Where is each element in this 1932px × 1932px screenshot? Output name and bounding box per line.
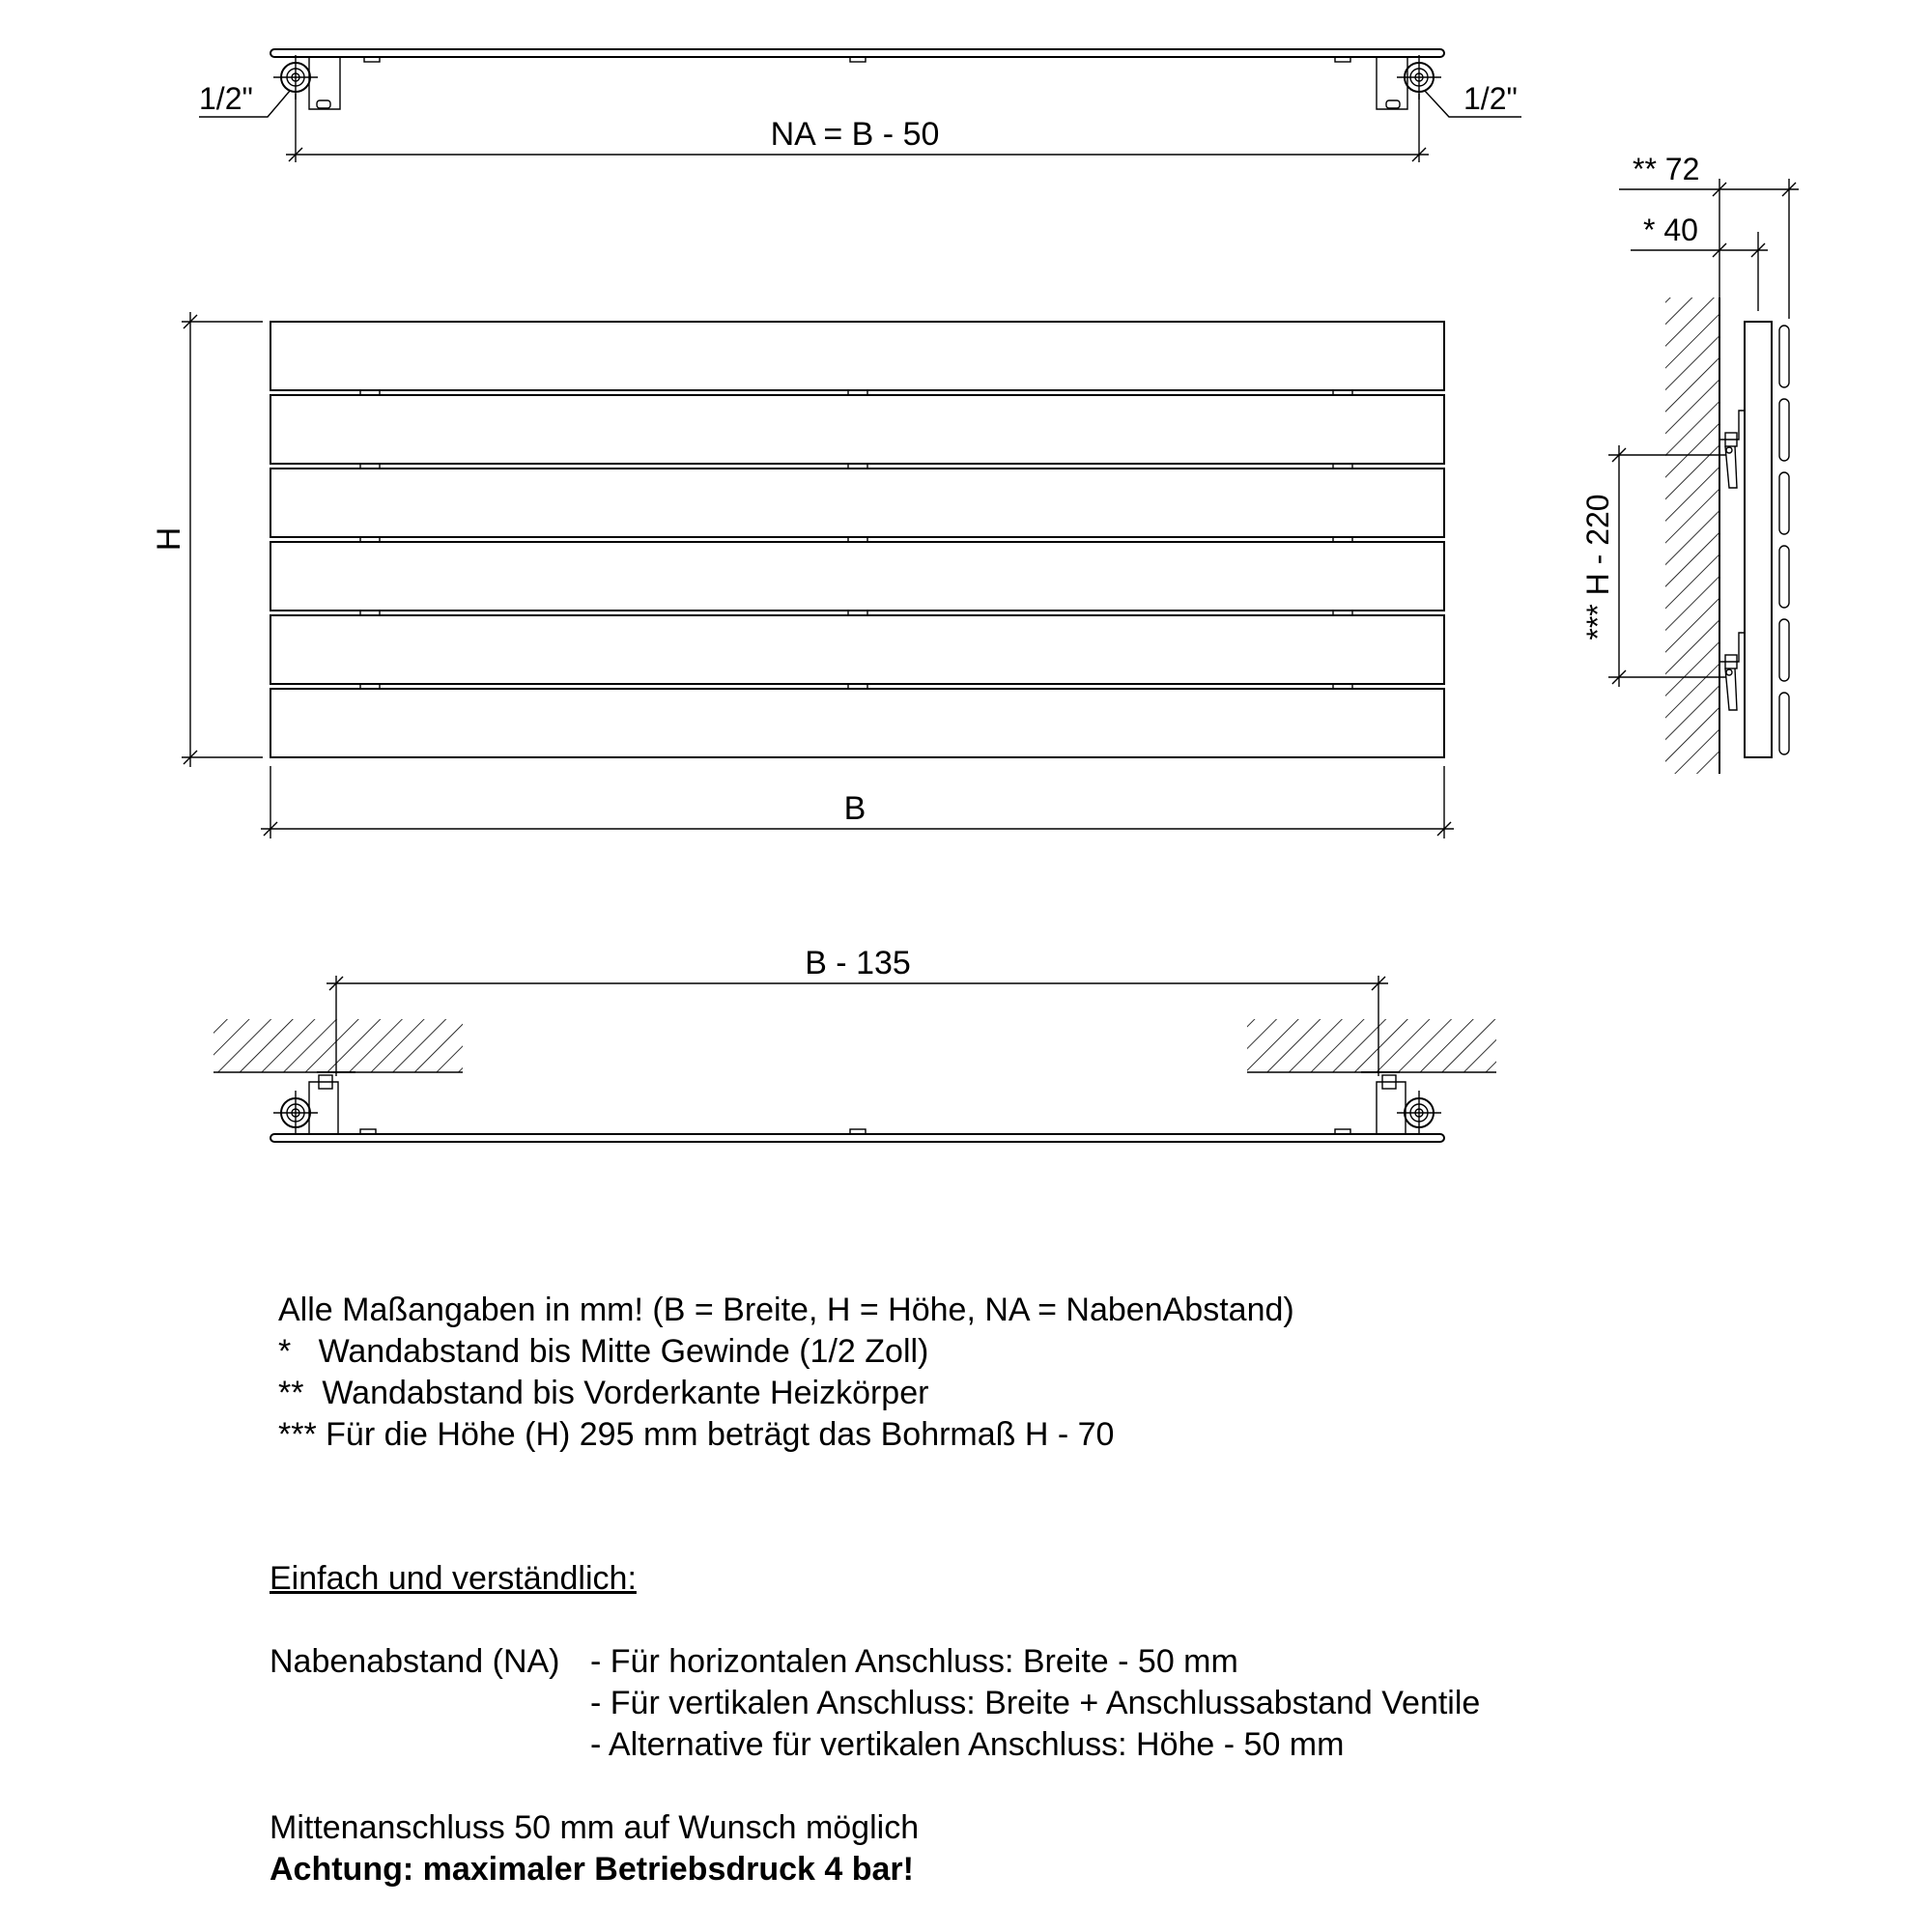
radiator-panels [270, 322, 1444, 757]
note-single-star: * Wandabstand bis Mitte Gewinde (1/2 Zoll) [278, 1333, 929, 1370]
bracket-distance-dimension-line [327, 976, 1388, 1076]
dimension-notes [278, 1290, 1294, 1456]
panel-2 [270, 395, 1444, 464]
wall-to-thread-label: * 40 [1643, 213, 1698, 247]
center-connection-note: Mittenanschluss 50 mm auf Wunsch möglich [270, 1809, 920, 1846]
panel-4 [270, 542, 1444, 611]
width-dimension-label: B [843, 790, 867, 827]
wall-hatch [1665, 298, 1719, 774]
bottom-connection-right [1397, 1091, 1441, 1135]
front-view [151, 312, 1454, 838]
height-dimension-line [182, 312, 263, 767]
list-item: - Für horizontalen Anschluss: Breite - 50 mm [590, 1643, 1238, 1680]
wall-hatch-right [1247, 1019, 1496, 1072]
side-view [1580, 152, 1799, 774]
list-item: - Für vertikalen Anschluss: Breite + Anschlussabstand Ventile [590, 1685, 1481, 1721]
drill-distance-label: *** H - 220 [1580, 494, 1615, 640]
info-heading: Einfach und verständlich: [270, 1560, 637, 1597]
hub-distance-list [590, 1641, 1480, 1766]
info-section [270, 1558, 1480, 1890]
panel-6 [270, 689, 1444, 757]
list-item: - Alternative für vertikalen Anschluss: Höhe - 50 mm [590, 1726, 1345, 1763]
panel-1 [270, 322, 1444, 390]
height-dimension-label: H [151, 526, 187, 552]
panel-5 [270, 615, 1444, 684]
connection-left-label: 1/2" [199, 81, 253, 116]
footer-notes [270, 1807, 1480, 1890]
panel-3 [270, 469, 1444, 537]
wall-to-front-label: ** 72 [1633, 152, 1700, 186]
na-dimension-label: NA = B - 50 [770, 116, 940, 153]
wall-hatch-left [213, 1019, 463, 1072]
note-units: Alle Maßangaben in mm! (B = Breite, H = Höhe, NA = NabenAbstand) [278, 1292, 1294, 1328]
bottom-view [213, 945, 1496, 1142]
bottom-connection-left [273, 1091, 318, 1135]
bracket-distance-label: B - 135 [805, 945, 911, 981]
pressure-warning: Achtung: maximaler Betriebsdruck 4 bar! [270, 1851, 914, 1888]
hub-distance-block [270, 1641, 1480, 1766]
note-double-star: ** Wandabstand bis Vorderkante Heizkörper [278, 1375, 929, 1411]
top-view [199, 49, 1521, 162]
hub-distance-label: Nabenabstand (NA) [270, 1643, 560, 1680]
note-triple-star: *** Für die Höhe (H) 295 mm beträgt das Bohrmaß H - 70 [278, 1416, 1115, 1453]
connection-right-label: 1/2" [1463, 81, 1518, 116]
